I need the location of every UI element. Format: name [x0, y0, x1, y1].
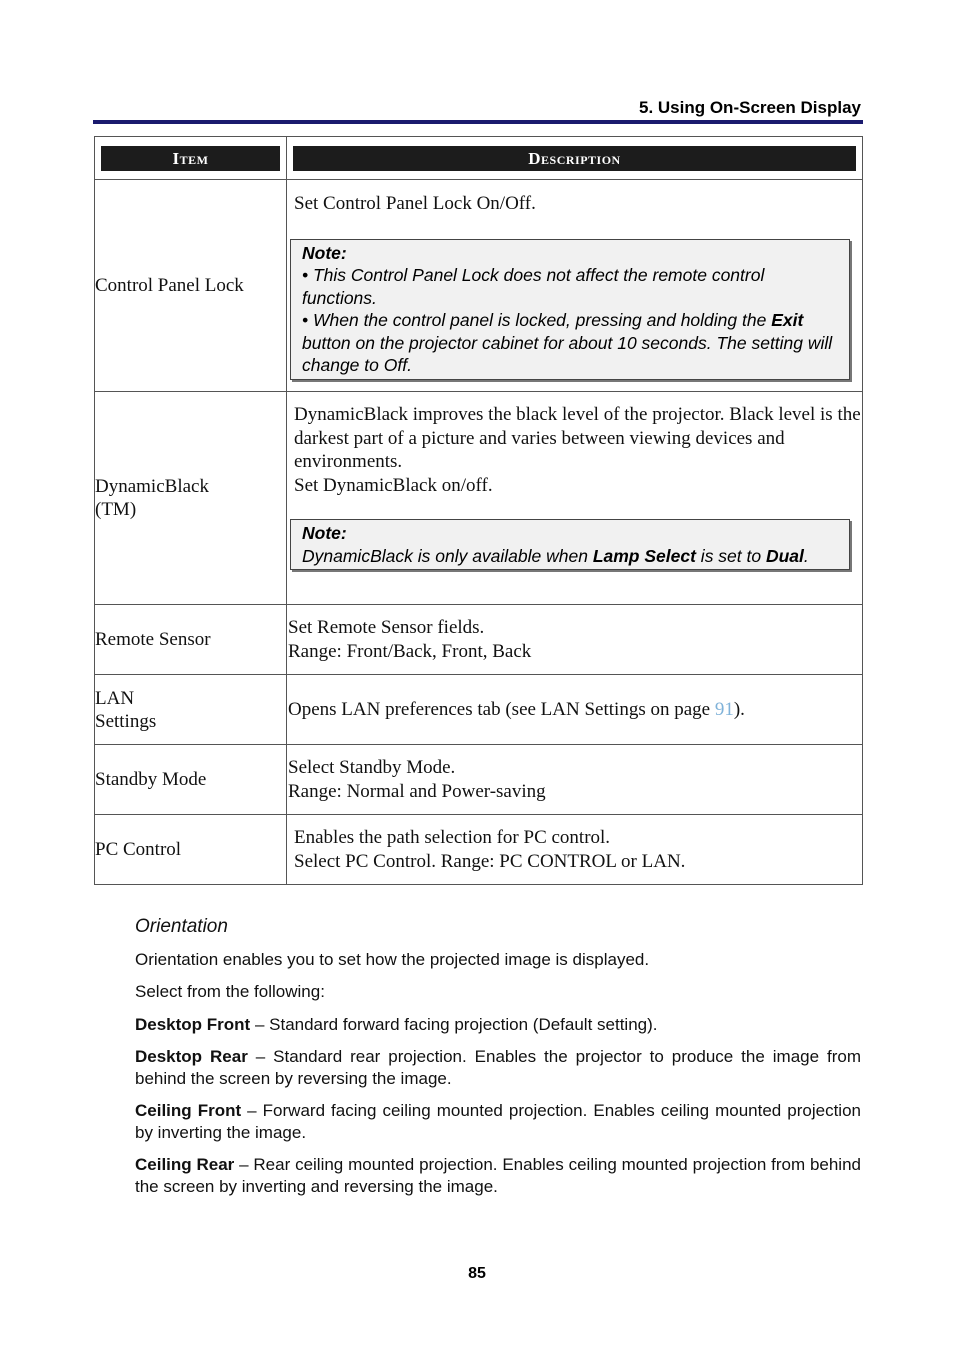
- description-text: Range: Normal and Power-saving: [288, 780, 546, 802]
- description-cell: [287, 745, 863, 815]
- item-label: LAN: [95, 687, 135, 709]
- option-paragraph: [135, 1014, 861, 1036]
- description-cell: [287, 605, 863, 675]
- description-cell: [287, 675, 863, 745]
- item-label: PC Control: [95, 839, 182, 860]
- description-text: Range: Front/Back, Front, Back: [288, 640, 532, 662]
- note-bold-text: Dual: [765, 545, 804, 566]
- item-cell: [95, 180, 287, 392]
- item-label: Control Panel Lock: [95, 275, 244, 296]
- option-name: Desktop Rear: [135, 1047, 248, 1066]
- table-header-row: [95, 137, 863, 180]
- description-text: Set Control Panel Lock On/Off.: [294, 193, 536, 214]
- description-text-part: Opens LAN preferences tab (see LAN Settings on page: [288, 698, 715, 720]
- description-text-part: ).: [733, 698, 745, 720]
- column-header-item: [95, 137, 287, 180]
- description-cell: [287, 180, 863, 392]
- description-text: Enables the path selection for PC control.: [294, 827, 611, 848]
- note-line: [302, 545, 839, 568]
- table-row: [95, 815, 863, 885]
- note-bold-text: Exit: [771, 310, 804, 330]
- option-paragraph: [135, 1100, 861, 1143]
- item-label: Standby Mode: [95, 769, 207, 790]
- note-line: [302, 309, 839, 377]
- item-cell: [95, 745, 287, 815]
- page-number: 85: [468, 1265, 486, 1282]
- section-title: Orientation: [135, 916, 228, 937]
- note-bold-text: Lamp Select: [592, 545, 696, 566]
- description-text: [287, 698, 862, 722]
- option-text: – Forward facing ceiling mounted projection. Enables ceiling mounted projection by inverting the image.: [135, 1101, 861, 1142]
- description-cell: [287, 815, 863, 885]
- item-label: Settings: [95, 710, 157, 732]
- option-paragraph: [135, 1046, 861, 1089]
- note-box: [290, 519, 850, 570]
- item-cell: [95, 815, 287, 885]
- option-paragraph: [135, 1154, 861, 1197]
- note-text: .: [803, 545, 809, 566]
- description-text: Select PC Control. Range: PC CONTROL or LAN.: [294, 850, 686, 872]
- table-row: [95, 675, 863, 745]
- note-text: DynamicBlack is only available when: [302, 545, 593, 566]
- option-text: – Standard forward facing projection (Default setting).: [250, 1014, 658, 1034]
- item-cell: [95, 605, 287, 675]
- paragraph: Select from the following:: [135, 982, 325, 1001]
- item-cell: [95, 675, 287, 745]
- description-text: Set Remote Sensor fields.: [288, 617, 485, 638]
- note-line: • This Control Panel Lock does not affect the remote control functions.: [302, 265, 765, 308]
- item-cell: [95, 392, 287, 605]
- settings-table: [94, 136, 863, 885]
- column-header-description: [287, 137, 863, 180]
- item-label: DynamicBlack (TM): [95, 476, 209, 520]
- note-label: Note:: [302, 242, 347, 263]
- description-text: DynamicBlack improves the black level of the projector. Black level is the darkest part of a picture and varies between viewing devices and environments.: [294, 404, 861, 472]
- page-link[interactable]: 91: [714, 698, 734, 720]
- note-text: is set to: [695, 545, 766, 566]
- table-row: [95, 180, 863, 392]
- table-row: [95, 392, 863, 605]
- note-label: Note:: [302, 523, 347, 543]
- table-row: [95, 745, 863, 815]
- header-rule: [93, 120, 863, 124]
- note-text: button on the projector cabinet for about 10 seconds. The setting will change to Off.: [302, 332, 833, 375]
- description-text: Set DynamicBlack on/off.: [294, 474, 493, 496]
- option-name: Ceiling Rear: [135, 1155, 235, 1174]
- column-header-item-label: Item: [101, 146, 280, 171]
- option-name: Desktop Front: [135, 1014, 251, 1034]
- note-text: • When the control panel is locked, pressing and holding the: [302, 310, 772, 330]
- note-box: [290, 239, 850, 380]
- option-name: Ceiling Front: [135, 1101, 242, 1120]
- section-header: 5. Using On-Screen Display: [638, 98, 861, 117]
- column-header-description-label: Description: [293, 146, 856, 171]
- description-cell: [287, 392, 863, 605]
- description-text: Select Standby Mode.: [288, 757, 456, 778]
- table-row: [95, 605, 863, 675]
- option-text: – Standard rear projection. Enables the projector to produce the image from behind the screen by reversing the image.: [135, 1047, 861, 1088]
- orientation-section: [135, 916, 861, 1197]
- item-label: Remote Sensor: [95, 629, 211, 650]
- option-text: – Rear ceiling mounted projection. Enables ceiling mounted projection from behind the screen by inverting and reversing the image.: [135, 1155, 861, 1196]
- paragraph: Orientation enables you to set how the projected image is displayed.: [135, 949, 650, 969]
